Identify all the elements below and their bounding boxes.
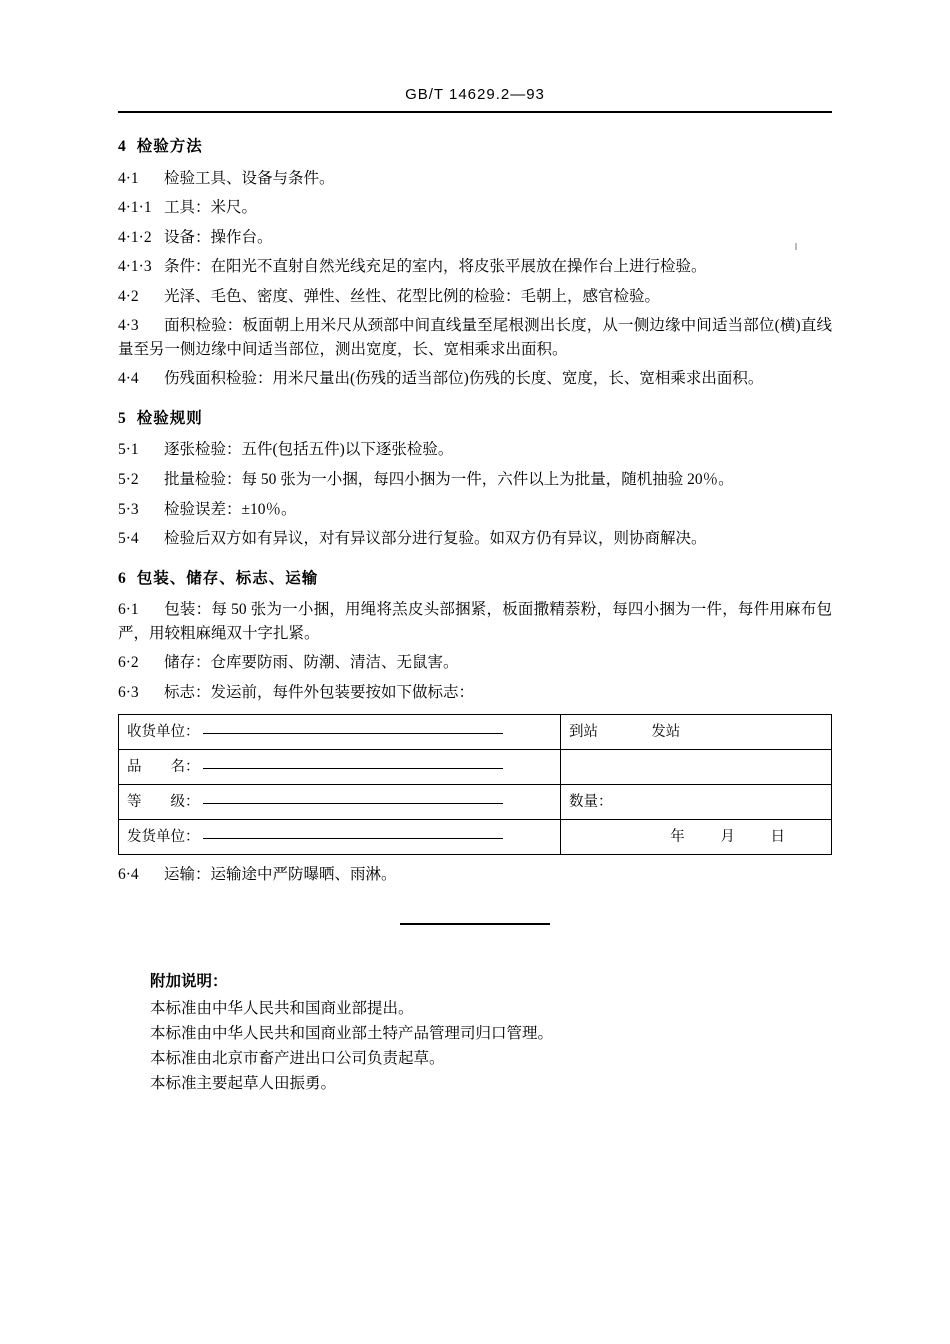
paragraph-text: 设备：操作台。	[164, 228, 273, 246]
table-row	[119, 785, 832, 820]
paragraph-text: 逐张检验：五件(包括五件)以下逐张检验。	[164, 441, 454, 459]
paragraph-text: 包装：每 50 张为一小捆，用绳将羔皮头部捆紧，板面撒精萘粉，每四小捆为一件，每件用麻布包严，用较粗麻绳双十字扎紧。	[118, 601, 832, 642]
table-cell-product-name	[119, 750, 561, 785]
standard-number: GB/T 14629.2—93	[405, 86, 545, 103]
section-heading-5	[118, 407, 832, 431]
field-label: 等 级：	[127, 794, 200, 811]
paragraph-label: 6·4	[118, 866, 139, 884]
section-title-4: 检验方法	[136, 138, 203, 155]
paragraph-text: 光泽、毛色、密度、弹性、丝性、花型比例的检验：毛朝上，感官检验。	[164, 287, 661, 305]
paragraph	[118, 367, 832, 391]
paragraph	[118, 598, 832, 645]
field-label: 发货单位：	[127, 829, 200, 846]
paragraph	[118, 527, 832, 551]
table-cell-empty	[561, 750, 832, 785]
paragraph-text: 伤残面积检验：用米尺量出(伤残的适当部位)伤残的长度、宽度，长、宽相乘求出面积。	[164, 370, 764, 388]
table-row	[119, 750, 832, 785]
paragraph-text: 储存：仓库要防雨、防潮、清洁、无鼠害。	[164, 654, 459, 672]
section-title-5: 检验规则	[136, 409, 203, 427]
paragraph	[118, 863, 832, 887]
table-cell-consignee	[119, 715, 561, 750]
field-label: 品 名：	[127, 759, 200, 776]
month-label: 月	[720, 829, 735, 846]
fill-line	[203, 802, 503, 804]
table-cell-quantity	[561, 785, 832, 820]
appendix-block	[150, 969, 832, 1097]
paragraph	[118, 468, 832, 492]
appendix-title: 附加说明：	[150, 972, 228, 990]
fill-line	[203, 767, 503, 769]
day-label: 日	[770, 829, 785, 846]
year-label: 年	[670, 829, 685, 846]
paragraph-text: 检验工具、设备与条件。	[164, 169, 335, 187]
paragraph-label: 6·2	[118, 654, 139, 672]
paragraph-label: 5·4	[118, 530, 139, 548]
paragraph	[118, 651, 832, 675]
section-number-6: 6	[118, 569, 127, 587]
paragraph-label: 5·3	[118, 500, 139, 518]
paragraph	[118, 255, 832, 279]
appendix-line: 本标准主要起草人田振勇。	[150, 1075, 337, 1093]
paragraph-label: 6·3	[118, 683, 139, 701]
appendix-line: 本标准由中华人民共和国商业部提出。	[150, 1000, 414, 1018]
table-cell-station	[561, 715, 832, 750]
section-heading-6	[118, 567, 832, 591]
paragraph	[118, 314, 832, 361]
paragraph-label: 4·1·2	[118, 228, 152, 246]
header-rule	[118, 111, 832, 113]
paragraph-label: 5·1	[118, 441, 139, 459]
field-label: 收货单位：	[127, 724, 200, 741]
table-row	[119, 715, 832, 750]
paragraph-text: 检验误差：±10％。	[164, 500, 297, 518]
paragraph-label: 6·1	[118, 601, 139, 619]
paragraph	[118, 498, 832, 522]
table-cell-grade	[119, 785, 561, 820]
table-cell-date	[561, 820, 832, 855]
paragraph-label: 4·4	[118, 370, 139, 388]
section-title-6: 包装、储存、标志、运输	[136, 569, 319, 587]
paragraph-text: 检验后双方如有异议，对有异议部分进行复验。如双方仍有异议，则协商解决。	[164, 530, 707, 548]
section-heading-4	[118, 135, 832, 159]
paragraph	[118, 226, 832, 250]
appendix-line: 本标准由中华人民共和国商业部土特产品管理司归口管理。	[150, 1025, 554, 1043]
paragraph	[118, 681, 832, 705]
fill-line	[203, 837, 503, 839]
section-divider	[400, 923, 550, 925]
paragraph-label: 4·1·1	[118, 199, 152, 217]
document-body	[118, 135, 832, 1096]
arrival-station-label: 到站	[569, 724, 599, 741]
paragraph	[118, 167, 832, 191]
marking-table	[118, 714, 832, 855]
quantity-label: 数量：	[569, 794, 613, 811]
paragraph-text: 条件：在阳光不直射自然光线充足的室内，将皮张平展放在操作台上进行检验。	[164, 258, 707, 276]
page-header	[0, 0, 950, 103]
paragraph-text: 面积检验：板面朝上用米尺从颈部中间直线量至尾根测出长度，从一侧边缘中间适当部位(横)直线量至另一侧边缘中间适当部位，测出宽度，长、宽相乘求出面积。	[118, 317, 832, 358]
paragraph-text: 标志：发运前，每件外包装要按如下做标志：	[164, 683, 475, 701]
departure-station-label: 发站	[651, 724, 681, 741]
paragraph	[118, 196, 832, 220]
page-artifact	[795, 243, 797, 250]
paragraph-text: 运输：运输途中严防曝晒、雨淋。	[164, 866, 397, 884]
appendix-line: 本标准由北京市畜产进出口公司负责起草。	[150, 1050, 445, 1068]
table-row	[119, 820, 832, 855]
paragraph-text: 批量检验：每 50 张为一小捆，每四小捆为一件，六件以上为批量，随机抽验 20％。	[164, 471, 734, 489]
paragraph-text: 工具：米尺。	[164, 199, 258, 217]
fill-line	[203, 732, 503, 734]
paragraph	[118, 438, 832, 462]
paragraph	[118, 285, 832, 309]
paragraph-label: 5·2	[118, 471, 139, 489]
paragraph-label: 4·1·3	[118, 258, 152, 276]
section-number-5: 5	[118, 409, 127, 427]
paragraph-label: 4·1	[118, 169, 139, 187]
paragraph-label: 4·3	[118, 317, 139, 335]
section-number-4: 4	[118, 138, 127, 155]
paragraph-label: 4·2	[118, 287, 139, 305]
table-cell-consignor	[119, 820, 561, 855]
